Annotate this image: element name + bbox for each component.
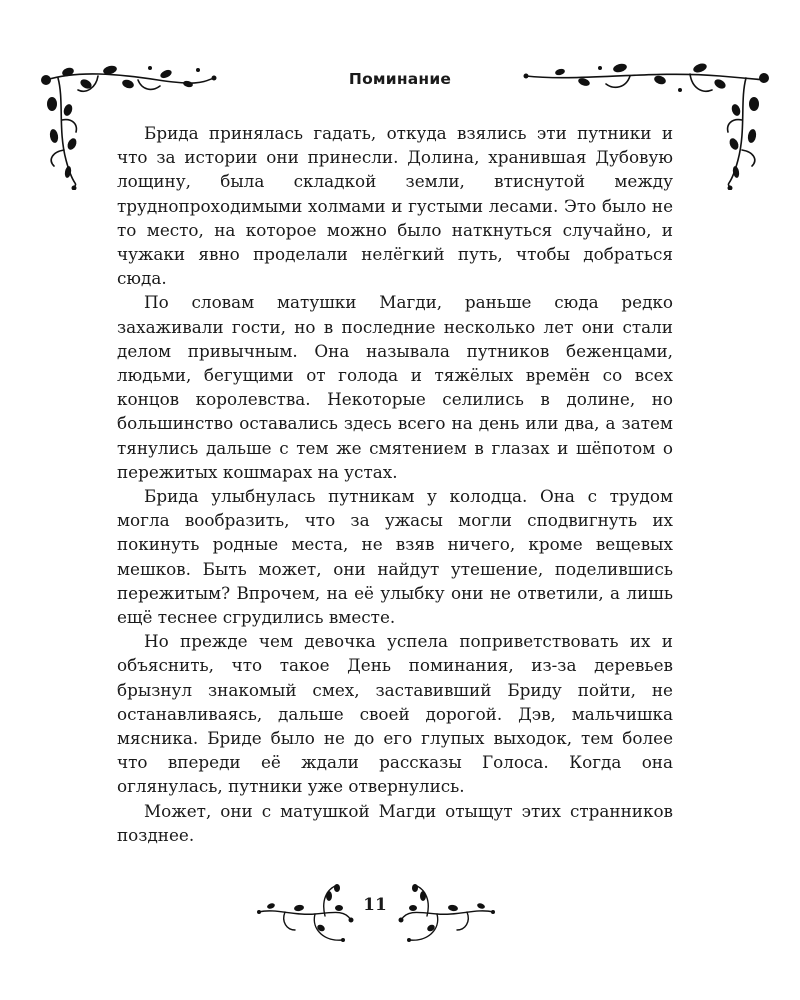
paragraph: Но прежде чем девочка успела поприветствовать их и объяснить, что такое День поминания, из-за деревьев брызнул знакомый смех, заставивший Бриду пойти, не останавливаясь, дальше своей дорогой. Дэв, мальчишка мясника. Бриде было не до его глупых выходок, тем более что впереди её ждали рассказы Голоса. Когда она оглянулась, путники уже отвернулись. — [117, 631, 673, 797]
paragraph: По словам матушки Магди, раньше сюда редко захаживали гости, но в последние несколько лет они стали делом привычным. Она называла путников беженцами, людьми, бегущими от голода и тяжёлых времён со всех концов королевства. Некоторые селились в долине, но большинство оставались здесь всего на день или два, а затем тянулись дальше с тем же смятением в глазах и шёпотом о пережитых кошмарах на устах. — [117, 292, 673, 482]
paragraph: Брида принялась гадать, откуда взялись эти путники и что за истории они принесли. Долина, хранившая Дубовую лощину, была складкой земли, втиснутой между труднопроходимыми холмами и густыми лесами. Это было не то место, на которое можно было наткнуться случайно, и чужаки явно проделали нелёгкий путь, чтобы добраться сюда. — [117, 123, 673, 289]
page-footer — [0, 880, 800, 950]
running-header: Поминание — [348, 70, 452, 88]
floral-footer-ornament-left-icon — [255, 880, 355, 950]
paragraph: Может, они с матушкой Магди отыщут этих странников позднее. — [117, 800, 673, 845]
page-number: 11 — [363, 895, 387, 915]
paragraph: Брида улыбнулась путникам у колодца. Она с трудом могла вообразить, что за ужасы могли сподвигнуть их покинуть родные места, не взяв ничего, кроме вещевых мешков. Быть может, они найдут утешение, поделившись пережитым? Впрочем, на её улыбку они не ответили, а лишь ещё теснее сгрудились вместе. — [117, 486, 673, 628]
floral-footer-ornament-right-icon — [397, 880, 497, 950]
page-body-text — [117, 121, 673, 847]
